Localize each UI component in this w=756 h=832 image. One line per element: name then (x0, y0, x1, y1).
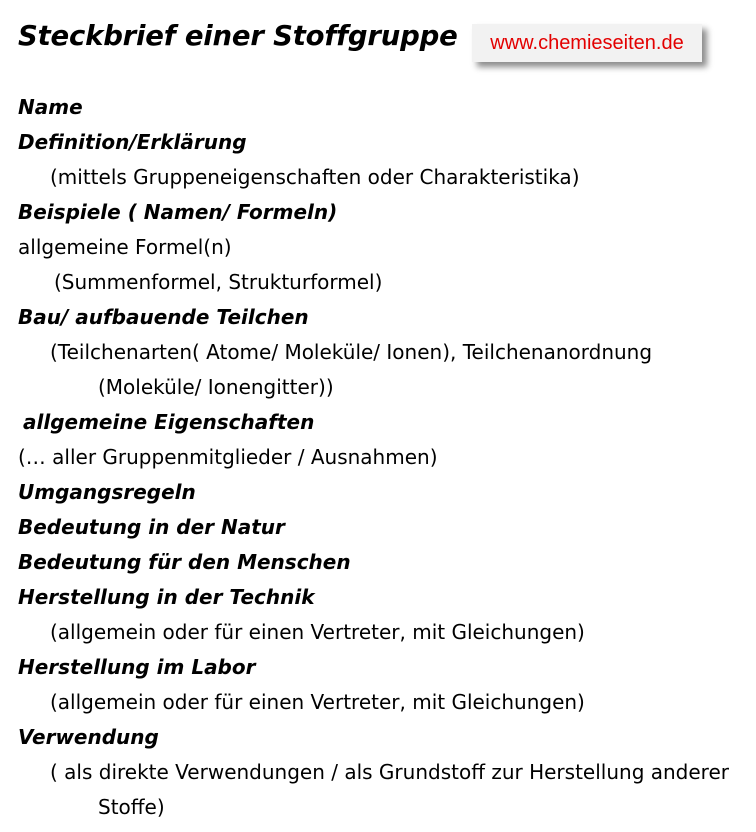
heading-structure: Bau/ aufbauende Teilchen (18, 305, 309, 329)
note-definition: (mittels Gruppeneigenschaften oder Charakteristika) (50, 165, 580, 189)
note-use-1: ( als direkte Verwendungen / als Grundstoff zur Herstellung anderer (50, 760, 729, 784)
heading-examples: Beispiele ( Namen/ Formeln) (18, 200, 338, 224)
note-use-2: Stoffe) (98, 795, 165, 819)
general-formula: allgemeine Formel(n) (18, 235, 232, 259)
heading-name: Name (18, 95, 83, 119)
note-structure-1: (Teilchenarten( Atome/ Moleküle/ Ionen), Teilchenanordnung (50, 340, 653, 364)
page-title: Steckbrief einer Stoffgruppe (18, 20, 458, 52)
heading-nature: Bedeutung in der Natur (18, 515, 285, 539)
heading-lab: Herstellung im Labor (18, 655, 256, 679)
heading-handling: Umgangsregeln (18, 480, 196, 504)
note-industrial: (allgemein oder für einen Vertreter, mit Gleichungen) (50, 620, 585, 644)
website-badge: www.chemieseiten.de (472, 24, 702, 62)
heading-industrial: Herstellung in der Technik (18, 585, 315, 609)
note-structure-2: (Moleküle/ Ionengitter)) (98, 375, 334, 399)
heading-properties: allgemeine Eigenschaften (23, 410, 315, 434)
heading-use: Verwendung (18, 725, 159, 749)
heading-definition: Definition/Erklärung (18, 130, 247, 154)
note-formula: (Summenformel, Strukturformel) (54, 270, 383, 294)
note-properties: (… aller Gruppenmitglieder / Ausnahmen) (18, 445, 438, 469)
note-lab: (allgemein oder für einen Vertreter, mit Gleichungen) (50, 690, 585, 714)
heading-humans: Bedeutung für den Menschen (18, 550, 351, 574)
